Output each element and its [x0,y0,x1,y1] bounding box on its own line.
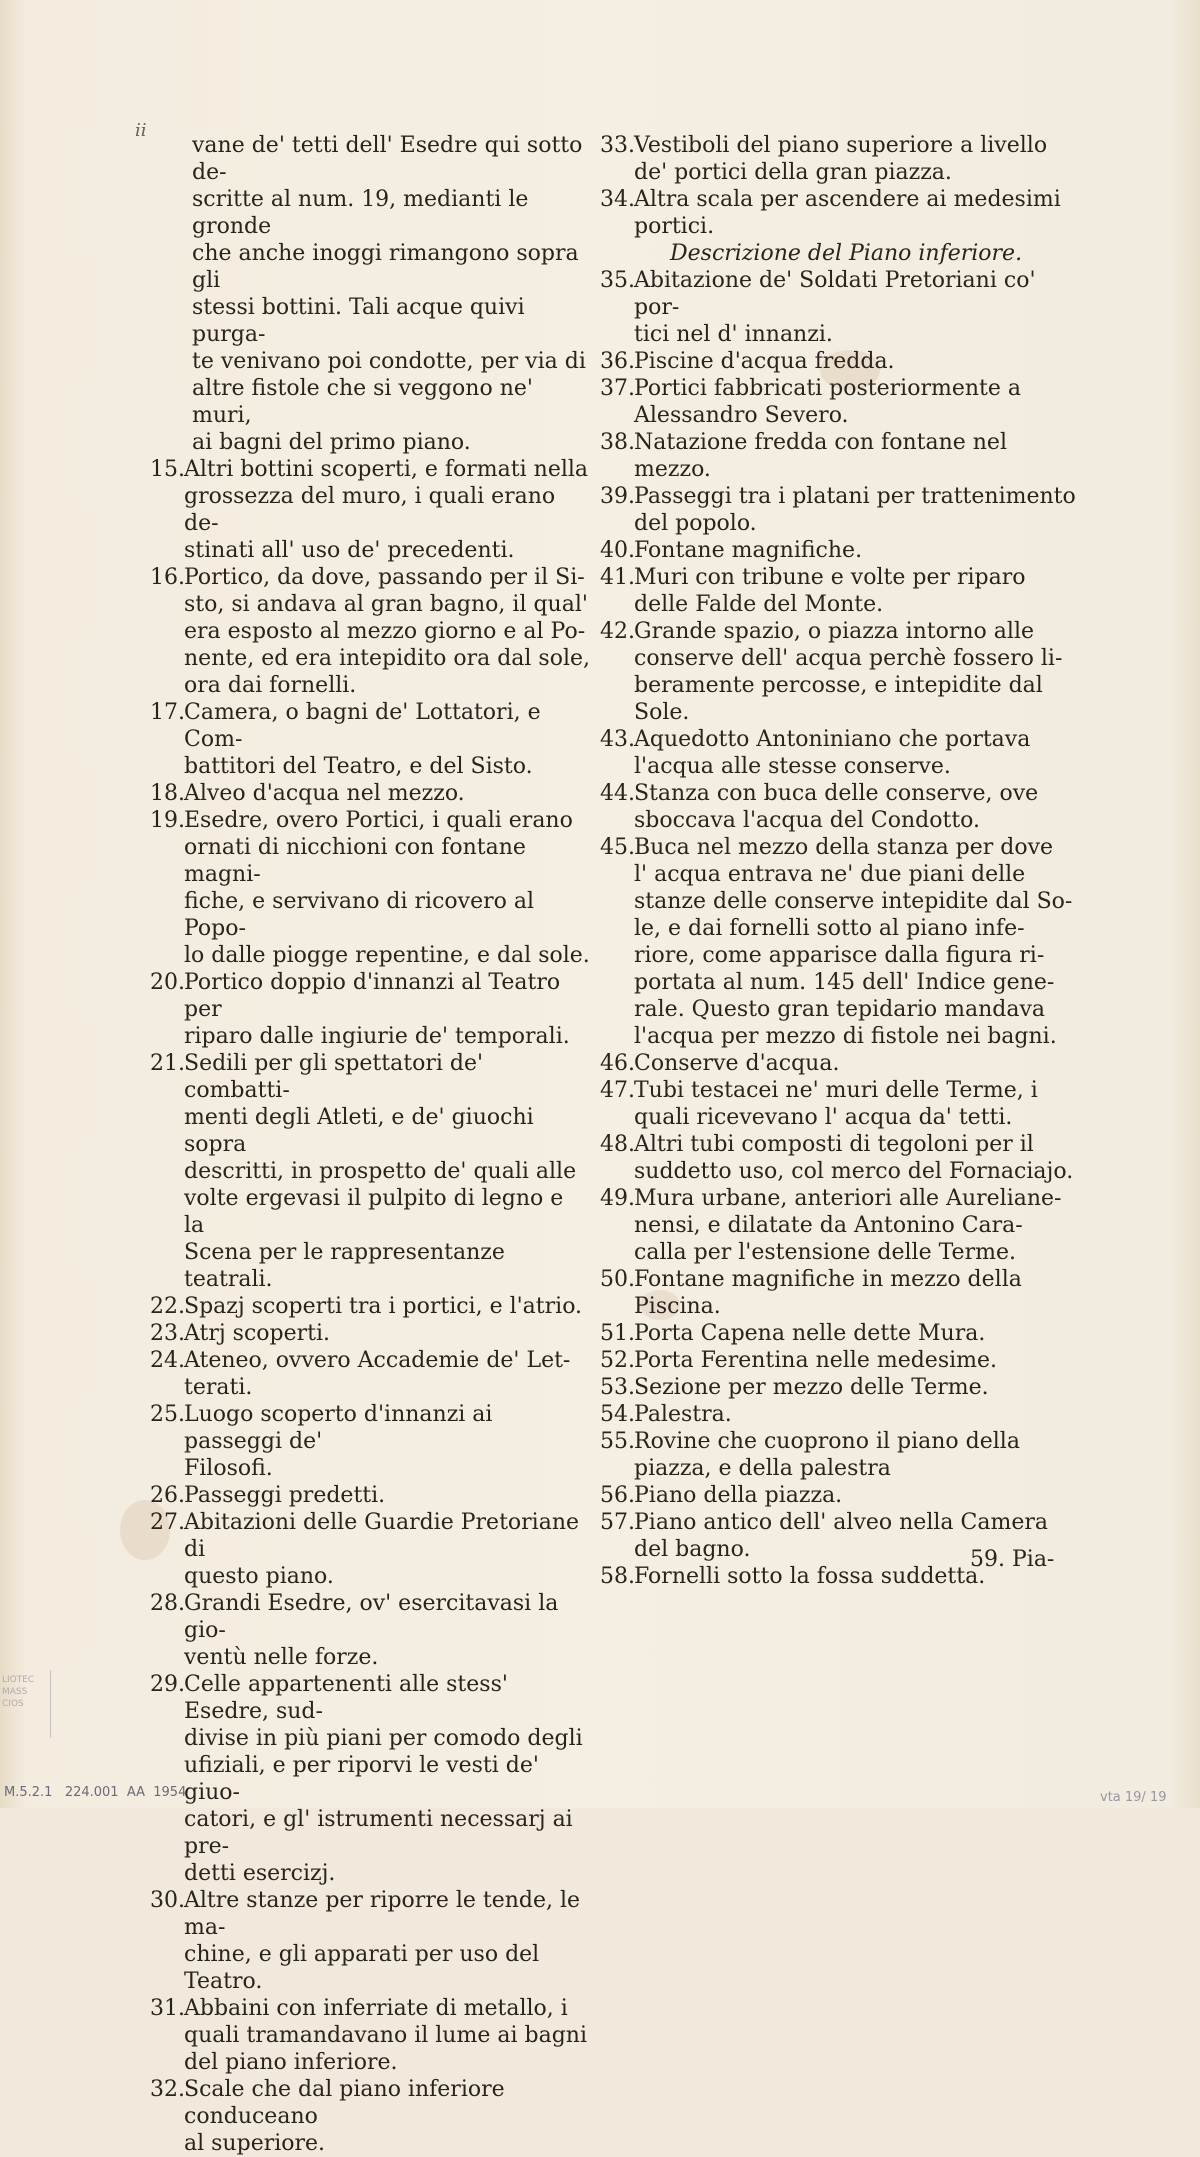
entry-number: 51. [600,1321,635,1346]
entry-number: 37. [600,376,635,401]
entry-line: Grande spazio, o piazza intorno alle [634,619,1035,644]
index-entry [150,1887,590,1995]
entry-line: terati. [184,1375,253,1400]
entry-number: 39. [600,484,635,509]
index-entry [600,1374,1080,1401]
entry-number: 49. [600,1186,635,1211]
entry-line: Atrj scoperti. [184,1321,331,1346]
shelfmark-right: vta 19/ 19 [1100,1790,1167,1805]
opening-line: ai bagni del primo piano. [192,430,471,455]
catchword: 59. Pia- [970,1547,1055,1572]
entry-line: nente, ed era intepidito ora dal sole, [184,646,591,671]
entry-number: 19. [150,808,185,833]
entry-line: Scena per le rappresentanze teatrali. [184,1240,505,1292]
index-entry [600,186,1080,240]
entry-line: Buca nel mezzo della stanza per dove [634,835,1054,860]
index-entry [150,807,590,969]
opening-line: altre fistole che si veggono ne' muri, [192,376,533,428]
entry-line: del piano inferiore. [184,2050,398,2075]
entry-line: Piscina. [634,1294,721,1319]
entry-line: Portico, da dove, passando per il Si- [184,565,585,590]
index-entry [600,1077,1080,1131]
entry-line: Spazj scoperti tra i portici, e l'atrio. [184,1294,583,1319]
entry-line: Conserve d'acqua. [634,1051,840,1076]
entry-line: del popolo. [634,511,757,536]
library-stamp [0,1670,51,1738]
entry-number: 24. [150,1348,185,1373]
entry-line: Alveo d'acqua nel mezzo. [184,781,465,806]
entry-line: Portico doppio d'innanzi al Teatro per [184,970,561,1022]
index-entry [600,132,1080,186]
entry-line: Filosofi. [184,1456,273,1481]
entry-line: Altra scala per ascendere ai medesimi [634,187,1061,212]
entry-line: sboccava l'acqua del Condotto. [634,808,981,833]
index-entry [150,1509,590,1590]
index-entry [600,780,1080,834]
entry-line: ornati di nicchioni con fontane magni- [184,835,526,887]
entry-line: Celle appartenenti alle stess' Esedre, sud- [184,1672,508,1724]
entry-line: Abbaini con inferriate di metallo, i [184,1996,568,2021]
entry-line: Grandi Esedre, ov' esercitavasi la gio- [184,1591,559,1643]
entry-line: Sole. [634,700,690,725]
index-entry [600,537,1080,564]
entry-line: stanze delle conserve intepidite dal So- [634,889,1073,914]
entry-line: Portici fabbricati posteriormente a [634,376,1021,401]
index-entry [150,1671,590,1887]
index-entry [600,618,1080,726]
entry-number: 47. [600,1078,635,1103]
entry-number: 35. [600,268,635,293]
entry-line: grossezza del muro, i quali erano de- [184,484,556,536]
index-entry [150,699,590,780]
index-entry [150,1482,590,1509]
entry-line: Altri tubi composti di tegoloni per il [634,1132,1034,1157]
index-entry [150,1293,590,1320]
entry-line: menti degli Atleti, e de' giuochi sopra [184,1105,534,1157]
index-entry [600,564,1080,618]
entry-line: conserve dell' acqua perchè fossero li- [634,646,1063,671]
entry-number: 41. [600,565,635,590]
entry-line: Palestra. [634,1402,732,1427]
entry-line: al superiore. [184,2131,326,2156]
entry-number: 27. [150,1510,185,1535]
entry-line: catori, e gl' istrumenti necessarj ai pre- [184,1807,573,1859]
entry-number: 36. [600,349,635,374]
entry-line: Altre stanze per riporre le tende, le ma- [184,1888,581,1940]
entry-number: 20. [150,970,185,995]
right-column [600,132,1080,1590]
section-heading: Descrizione del Piano inferiore. [670,241,1023,266]
entry-number: 43. [600,727,635,752]
entry-line: Fontane magnifiche in mezzo della [634,1267,1022,1292]
entry-line: l'acqua alle stesse conserve. [634,754,951,779]
entry-line: le, e dai fornelli sotto al piano infe- [634,916,1025,941]
entry-number: 46. [600,1051,635,1076]
entry-number: 15. [150,457,185,482]
entry-line: delle Falde del Monte. [634,592,884,617]
opening-line: scritte al num. 19, medianti le gronde [192,187,529,239]
entry-line: Piano della piazza. [634,1483,843,1508]
entry-number: 57. [600,1510,635,1535]
entry-number: 44. [600,781,635,806]
right-entry-list-b [600,267,1080,1590]
entry-line: Passeggi predetti. [184,1483,386,1508]
opening-line: vane de' tetti dell' Esedre qui sotto de- [192,133,583,185]
entry-number: 55. [600,1429,635,1454]
index-entry [150,2076,590,2157]
right-entry-list-a [600,132,1080,240]
index-entry [600,1185,1080,1266]
entry-line: descritti, in prospetto de' quali alle [184,1159,577,1184]
entry-line: Mura urbane, anteriori alle Aureliane- [634,1186,1062,1211]
entry-number: 33. [600,133,635,158]
entry-line: Fornelli sotto la fossa suddetta. [634,1564,986,1589]
entry-number: 50. [600,1267,635,1292]
entry-line: stinati all' uso de' precedenti. [184,538,515,563]
entry-line: Scale che dal piano inferiore conduceano [184,2077,505,2129]
entry-line: suddetto uso, col merco del Fornaciajo. [634,1159,1074,1184]
index-entry [600,1050,1080,1077]
entry-line: ventù nelle forze. [184,1645,379,1670]
entry-line: fiche, e servivano di ricovero al Popo- [184,889,535,941]
entry-line: divise in più piani per comodo degli [184,1726,583,1751]
entry-line: Rovine che cuoprono il piano della [634,1429,1020,1454]
entry-number: 16. [150,565,185,590]
entry-line: Altri bottini scoperti, e formati nella [184,457,589,482]
shelfmark: M.5.2.1 224.001 AA 1954 [4,1785,187,1800]
index-entry [600,1266,1080,1320]
entry-line: chine, e gli apparati per uso del Teatro. [184,1942,540,1994]
entry-line: Vestiboli del piano superiore a livello [634,133,1048,158]
entry-number: 52. [600,1348,635,1373]
index-entry [600,483,1080,537]
index-entry [150,1320,590,1347]
opening-line: stessi bottini. Tali acque quivi purga- [192,295,525,347]
entry-line: riparo dalle ingiurie de' temporali. [184,1024,570,1049]
entry-number: 42. [600,619,635,644]
index-entry [600,1347,1080,1374]
index-entry [600,726,1080,780]
entry-line: nensi, e dilatate da Antonino Cara- [634,1213,1023,1238]
index-entry [600,1482,1080,1509]
index-entry [600,1401,1080,1428]
entry-line: Stanza con buca delle conserve, ove [634,781,1039,806]
entry-line: tici nel d' innanzi. [634,322,833,347]
index-entry [150,1401,590,1482]
folio-number: ii [135,120,147,141]
entry-number: 29. [150,1672,185,1697]
opening-paragraph [150,132,590,456]
index-entry [600,429,1080,483]
entry-line: Sezione per mezzo delle Terme. [634,1375,989,1400]
entry-number: 31. [150,1996,185,2021]
entry-line: quali tramandavano il lume ai bagni [184,2023,587,2048]
index-entry [600,1428,1080,1482]
index-entry [600,348,1080,375]
entry-line: Aquedotto Antoniniano che portava [634,727,1031,752]
entry-number: 18. [150,781,185,806]
index-entry [150,564,590,699]
entry-number: 25. [150,1402,185,1427]
entry-number: 23. [150,1321,185,1346]
entry-number: 56. [600,1483,635,1508]
entry-number: 32. [150,2077,185,2102]
entry-line: portata al num. 145 dell' Indice gene- [634,970,1055,995]
entry-line: Natazione fredda con fontane nel mezzo. [634,430,1007,482]
entry-line: rale. Questo gran tepidario mandava [634,997,1046,1022]
entry-number: 40. [600,538,635,563]
index-entry [150,1347,590,1401]
entry-number: 22. [150,1294,185,1319]
entry-line: Piscine d'acqua fredda. [634,349,895,374]
entry-line: lo dalle piogge repentine, e dal sole. [184,943,590,968]
entry-line: Piano antico dell' alveo nella Camera [634,1510,1048,1535]
entry-line: quali ricevevano l' acqua da' tetti. [634,1105,1013,1130]
index-entry [600,1320,1080,1347]
entry-line: beramente percosse, e intepidite dal [634,673,1043,698]
index-entry [150,1050,590,1293]
index-entry [600,375,1080,429]
entry-line: Muri con tribune e volte per riparo [634,565,1026,590]
entry-line: piazza, e della palestra [634,1456,891,1481]
entry-number: 38. [600,430,635,455]
entry-number: 17. [150,700,185,725]
entry-line: Abitazione de' Soldati Pretoriani co' por- [634,268,1036,320]
entry-line: l'acqua per mezzo di fistole nei bagni. [634,1024,1057,1049]
entry-line: questo piano. [184,1564,334,1589]
entry-line: ora dai fornelli. [184,673,357,698]
entry-line: battitori del Teatro, e del Sisto. [184,754,533,779]
entry-number: 54. [600,1402,635,1427]
entry-line: Ateneo, ovvero Accademie de' Let- [184,1348,571,1373]
index-entry [150,456,590,564]
entry-line: ufiziali, e per riporvi le vesti de' giuo- [184,1753,539,1805]
entry-line: volte ergevasi il pulpito di legno e la [184,1186,564,1238]
library-stamp-text: LIOTEC MASS CIOS [2,1675,35,1709]
entry-number: 26. [150,1483,185,1508]
entry-line: Tubi testacei ne' muri delle Terme, i [634,1078,1038,1103]
entry-line: Abitazioni delle Guardie Pretoriane di [184,1510,580,1562]
index-entry [150,969,590,1050]
entry-line: Porta Ferentina nelle medesime. [634,1348,998,1373]
entry-number: 58. [600,1564,635,1589]
index-entry [600,834,1080,1050]
index-entry [600,267,1080,348]
entry-line: calla per l'estensione delle Terme. [634,1240,1016,1265]
entry-line: Alessandro Severo. [634,403,849,428]
entry-line: Luogo scoperto d'innanzi ai passeggi de' [184,1402,493,1454]
entry-number: 45. [600,835,635,860]
opening-line: te venivano poi condotte, per via di [192,349,586,374]
entry-line: riore, come apparisce dalla figura ri- [634,943,1045,968]
entry-line: Camera, o bagni de' Lottatori, e Com- [184,700,541,752]
entry-line: Porta Capena nelle dette Mura. [634,1321,986,1346]
index-entry [150,1590,590,1671]
entry-line: Fontane magnifiche. [634,538,863,563]
entry-number: 48. [600,1132,635,1157]
entry-number: 34. [600,187,635,212]
index-entry [150,780,590,807]
index-entry [150,1995,590,2076]
entry-number: 53. [600,1375,635,1400]
entry-line: Esedre, overo Portici, i quali erano [184,808,573,833]
entry-line: Passeggi tra i platani per trattenimento [634,484,1076,509]
entry-line: era esposto al mezzo giorno e al Po- [184,619,586,644]
entry-line: Sedili per gli spettatori de' combatti- [184,1051,484,1103]
entry-line: de' portici della gran piazza. [634,160,952,185]
entry-line: l' acqua entrava ne' due piani delle [634,862,1026,887]
entry-line: sto, si andava al gran bagno, il qual' [184,592,588,617]
index-entry [600,1131,1080,1185]
entry-number: 21. [150,1051,185,1076]
entry-line: detti esercizj. [184,1861,336,1886]
left-column [150,132,590,2157]
entry-line: portici. [634,214,715,239]
left-entry-list [150,456,590,2157]
entry-number: 30. [150,1888,185,1913]
opening-line: che anche inoggi rimangono sopra gli [192,241,579,293]
entry-line: del bagno. [634,1537,751,1562]
entry-number: 28. [150,1591,185,1616]
